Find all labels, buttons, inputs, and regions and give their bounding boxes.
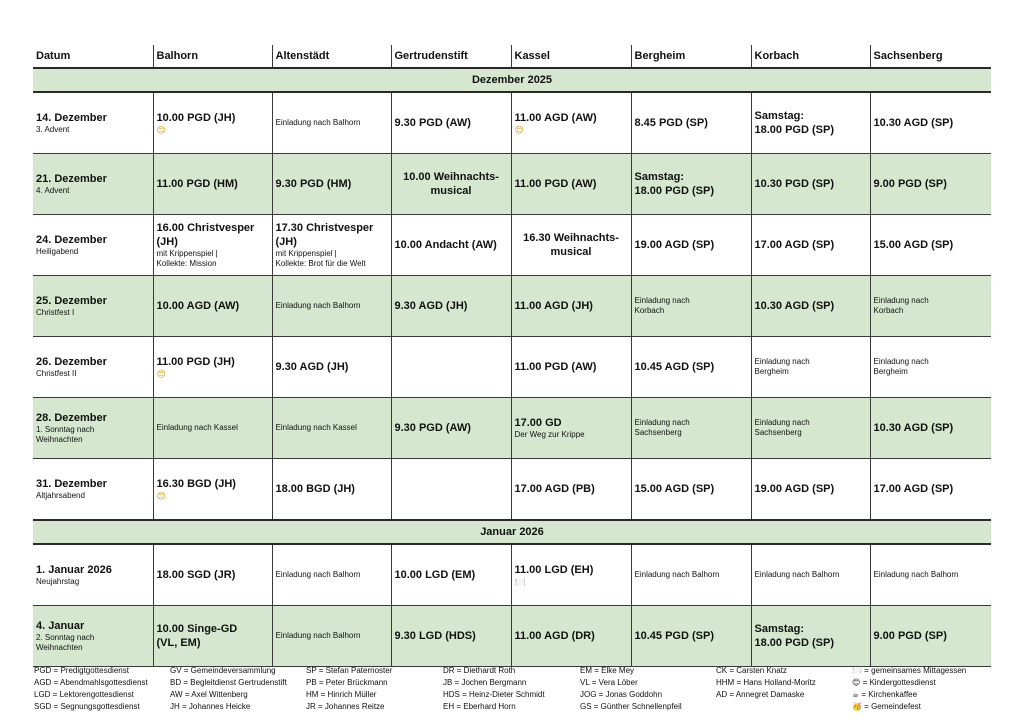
- legend-item: HDS = Heinz-Dieter Schmidt: [443, 690, 545, 699]
- cell-bergheim: [631, 606, 751, 667]
- cell-kassel: [511, 337, 631, 398]
- date: 21. Dezember: [36, 173, 107, 185]
- service: 18.00 PGD (SP): [754, 637, 834, 649]
- day-name: Christfest I: [36, 308, 75, 317]
- table-row: [33, 606, 991, 667]
- table-row: [33, 544, 991, 606]
- cell-gertrudenstift: [391, 459, 511, 521]
- legend-staff-2: [306, 665, 392, 713]
- month-row-january: [33, 520, 991, 544]
- weekday-note: Samstag:: [754, 110, 805, 122]
- service: 17.00 AGD (SP): [873, 483, 954, 495]
- service: 16.00 Christvesper (JH): [156, 222, 255, 248]
- service: 11.00 AGD (AW): [514, 111, 597, 124]
- service: 16.30 BGD (JH): [156, 477, 236, 490]
- cell-balhorn: [153, 544, 272, 606]
- invitation: Einladung nach Kassel: [156, 423, 238, 432]
- day-name: 2. Sonntag nach: [36, 633, 95, 642]
- header-gertrudenstift: Gertrudenstift: [391, 45, 511, 68]
- service: 10.00 AGD (AW): [156, 300, 240, 312]
- service: 17.00 GD: [514, 417, 562, 429]
- cell-kassel: [511, 215, 631, 276]
- invitation: Einladung nach: [634, 296, 690, 305]
- invitation: Einladung nach: [634, 418, 690, 427]
- service: 11.00 PGD (JH): [156, 355, 235, 368]
- service-note: mit Krippenspiel |: [156, 249, 218, 258]
- service: 11.00 AGD (DR): [514, 630, 595, 642]
- legend-item: SP = Stefan Paternoster: [306, 666, 393, 675]
- cell-korbach: [751, 606, 870, 667]
- service: 17.30 Christvesper (JH): [275, 222, 374, 248]
- cell-gertrudenstift: [391, 337, 511, 398]
- invitation: Bergheim: [754, 367, 789, 376]
- cell-sachsenberg: [870, 276, 991, 337]
- legend-item: GS = Günther Schnellenpfeil: [580, 702, 682, 711]
- date-cell: [33, 154, 153, 215]
- cell-korbach: [751, 459, 870, 521]
- cell-korbach: [751, 544, 870, 606]
- cell-altenstaedt: [272, 606, 391, 667]
- day-name: Christfest II: [36, 369, 77, 378]
- service: 17.00 AGD (SP): [754, 239, 835, 251]
- table-row: [33, 337, 991, 398]
- service: 18.00 BGD (JH): [275, 483, 355, 495]
- legend-item: DR = Diethardt Roth: [443, 666, 516, 675]
- date-cell: [33, 92, 153, 154]
- cell-korbach: [751, 398, 870, 459]
- date-cell: [33, 459, 153, 521]
- date: 4. Januar: [36, 620, 85, 632]
- cell-kassel: [511, 276, 631, 337]
- service: 10.00 Weihnachts-: [403, 171, 499, 183]
- table-row: [33, 215, 991, 276]
- legend-item: PB = Peter Brückmann: [306, 678, 388, 687]
- legend-item: AW = Axel Wittenberg: [170, 690, 248, 699]
- cell-sachsenberg: [870, 154, 991, 215]
- cell-gertrudenstift: [391, 215, 511, 276]
- table-row: [33, 154, 991, 215]
- day-name: Weihnachten: [36, 643, 83, 652]
- day-name: Weihnachten: [36, 435, 83, 444]
- service: 9.30 LGD (HDS): [394, 630, 476, 642]
- cell-kassel: [511, 398, 631, 459]
- cell-bergheim: [631, 154, 751, 215]
- cell-korbach: [751, 337, 870, 398]
- legend-item: VL = Vera Löber: [580, 678, 638, 687]
- cell-altenstaedt: [272, 398, 391, 459]
- date: 14. Dezember: [36, 112, 107, 124]
- legend-item: EH = Eberhard Horn: [443, 702, 516, 711]
- legend-item: HM = Hinrich Müller: [306, 690, 377, 699]
- legend-item: JOG = Jonas Goddohn: [580, 690, 663, 699]
- kindergottesdienst-icon: 😊: [514, 124, 524, 135]
- invitation: Einladung nach Balhorn: [873, 570, 959, 579]
- invitation: Korbach: [634, 306, 665, 315]
- service: 10.00 LGD (EM): [394, 569, 476, 581]
- legend-item: AD = Annegret Damaske: [716, 690, 805, 699]
- service: 9.00 PGD (SP): [873, 630, 947, 642]
- cell-balhorn: [153, 606, 272, 667]
- invitation: Korbach: [873, 306, 904, 315]
- day-name: 3. Advent: [36, 125, 70, 134]
- invitation: Einladung nach: [873, 296, 929, 305]
- service: 18.00 PGD (SP): [634, 185, 714, 197]
- cell-altenstaedt: [272, 544, 391, 606]
- service: 10.45 AGD (SP): [634, 361, 715, 373]
- header-datum: Datum: [33, 45, 153, 68]
- cell-gertrudenstift: [391, 544, 511, 606]
- header-kassel: Kassel: [511, 45, 631, 68]
- cell-bergheim: [631, 215, 751, 276]
- legend-item: 🍽️ = gemeinsames Mittagessen: [852, 666, 967, 675]
- cell-sachsenberg: [870, 398, 991, 459]
- cell-balhorn: [153, 459, 272, 521]
- invitation: Einladung nach: [754, 357, 810, 366]
- schedule-table: [33, 45, 991, 667]
- date: 26. Dezember: [36, 356, 107, 368]
- legend-staff-3: [443, 665, 545, 713]
- legend-item: EM = Elke Mey: [580, 666, 635, 675]
- service: 16.30 Weihnachts-: [523, 232, 619, 244]
- header-altenstaedt: Altenstädt: [272, 45, 391, 68]
- service: 18.00 PGD (SP): [754, 124, 834, 136]
- month-label: Januar 2026: [33, 520, 991, 544]
- cell-kassel: [511, 92, 631, 154]
- service-note: mit Krippenspiel |: [275, 249, 337, 258]
- service: 19.00 AGD (SP): [754, 483, 835, 495]
- cell-sachsenberg: [870, 92, 991, 154]
- date-cell: [33, 398, 153, 459]
- month-row-december: [33, 68, 991, 92]
- legend-item: JR = Johannes Reitze: [306, 702, 385, 711]
- day-name: 4. Advent: [36, 186, 70, 195]
- service: 18.00 SGD (JR): [156, 569, 236, 581]
- cell-bergheim: [631, 459, 751, 521]
- legend-symbols: [852, 665, 966, 713]
- cell-sachsenberg: [870, 544, 991, 606]
- day-name: 1. Sonntag nach: [36, 425, 95, 434]
- legend-abbreviations: [34, 665, 148, 713]
- service: 8.45 PGD (SP): [634, 117, 708, 129]
- date-cell: [33, 544, 153, 606]
- cell-balhorn: [153, 276, 272, 337]
- kindergottesdienst-icon: 😊: [156, 490, 166, 501]
- service: 11.00 PGD (AW): [514, 361, 597, 373]
- invitation: Einladung nach Kassel: [275, 423, 357, 432]
- date-cell: [33, 215, 153, 276]
- service: 15.00 AGD (SP): [873, 239, 954, 251]
- service: 10.45 PGD (SP): [634, 630, 714, 642]
- cell-sachsenberg: [870, 459, 991, 521]
- lunch-icon: 🍽️: [514, 576, 526, 587]
- cell-bergheim: [631, 92, 751, 154]
- service: 10.00 Singe-GD: [156, 623, 238, 635]
- cell-korbach: [751, 154, 870, 215]
- cell-balhorn: [153, 398, 272, 459]
- service: 9.00 PGD (SP): [873, 178, 947, 190]
- month-label: Dezember 2025: [33, 68, 991, 92]
- invitation: Einladung nach: [873, 357, 929, 366]
- cell-sachsenberg: [870, 606, 991, 667]
- cell-balhorn: [153, 337, 272, 398]
- cell-balhorn: [153, 154, 272, 215]
- date-cell: [33, 276, 153, 337]
- day-name: Heiligabend: [36, 247, 79, 256]
- cell-korbach: [751, 215, 870, 276]
- legend-item: PGD = Predigtgottesdienst: [34, 666, 129, 675]
- cell-altenstaedt: [272, 276, 391, 337]
- service-note: Kollekte: Mission: [156, 259, 217, 268]
- weekday-note: Samstag:: [634, 171, 685, 183]
- service: 11.00 PGD (AW): [514, 178, 597, 190]
- header-balhorn: Balhorn: [153, 45, 272, 68]
- service: 9.30 AGD (JH): [275, 361, 349, 373]
- service: 11.00 PGD (HM): [156, 178, 238, 190]
- table-row: [33, 459, 991, 521]
- service: 10.00 PGD (JH): [156, 111, 236, 124]
- header-korbach: Korbach: [751, 45, 870, 68]
- cell-gertrudenstift: [391, 398, 511, 459]
- service-cont: (VL, EM): [156, 637, 201, 649]
- legend-item: 🥳 = Gemeindefest: [852, 702, 921, 711]
- service: 9.30 AGD (JH): [394, 300, 468, 312]
- cell-gertrudenstift: [391, 606, 511, 667]
- legend-item: JH = Johannes Heicke: [170, 702, 251, 711]
- service: 10.30 AGD (SP): [754, 300, 835, 312]
- invitation: Sachsenberg: [634, 428, 682, 437]
- service-cont: musical: [550, 246, 592, 258]
- cell-kassel: [511, 459, 631, 521]
- service: 17.00 AGD (PB): [514, 483, 595, 495]
- date-cell: [33, 606, 153, 667]
- service-cont: musical: [430, 185, 472, 197]
- service: 9.30 PGD (AW): [394, 422, 471, 434]
- cell-altenstaedt: [272, 92, 391, 154]
- cell-balhorn: [153, 92, 272, 154]
- cell-korbach: [751, 276, 870, 337]
- invitation: Einladung nach Balhorn: [634, 570, 720, 579]
- legend-item: 😊 = Kindergottesdienst: [852, 678, 936, 687]
- service-note: Kollekte: Brot für die Welt: [275, 259, 366, 268]
- invitation: Bergheim: [873, 367, 908, 376]
- cell-bergheim: [631, 276, 751, 337]
- legend-staff-5: [716, 665, 816, 701]
- legend-item: GV = Gemeindeversammlung: [170, 666, 276, 675]
- kindergottesdienst-icon: 😊: [156, 368, 166, 379]
- service: 10.00 Andacht (AW): [394, 239, 497, 251]
- service: 11.00 AGD (JH): [514, 300, 593, 312]
- legend-item: JB = Jochen Bergmann: [443, 678, 527, 687]
- day-name: Neujahrstag: [36, 577, 80, 586]
- invitation: Einladung nach Balhorn: [275, 301, 361, 310]
- cell-gertrudenstift: [391, 276, 511, 337]
- invitation: Einladung nach Balhorn: [275, 570, 361, 579]
- cell-gertrudenstift: [391, 154, 511, 215]
- invitation: Einladung nach Balhorn: [275, 118, 361, 127]
- service: 11.00 LGD (EH): [514, 563, 594, 576]
- legend-item: CK = Carsten Knatz: [716, 666, 787, 675]
- legend-item: BD = Begleitdienst Gertrudenstift: [170, 678, 287, 687]
- cell-bergheim: [631, 544, 751, 606]
- service: 10.30 AGD (SP): [873, 422, 954, 434]
- cell-kassel: [511, 154, 631, 215]
- legend-item: AGD = Abendmahlsgottesdienst: [34, 678, 148, 687]
- weekday-note: Samstag:: [754, 623, 805, 635]
- cell-altenstaedt: [272, 459, 391, 521]
- date-cell: [33, 337, 153, 398]
- invitation: Sachsenberg: [754, 428, 802, 437]
- header-bergheim: Bergheim: [631, 45, 751, 68]
- cell-kassel: [511, 606, 631, 667]
- invitation: Einladung nach Balhorn: [275, 631, 361, 640]
- cell-sachsenberg: [870, 215, 991, 276]
- service: 9.30 PGD (HM): [275, 178, 352, 190]
- service: 19.00 AGD (SP): [634, 239, 715, 251]
- cell-altenstaedt: [272, 337, 391, 398]
- date: 31. Dezember: [36, 478, 107, 490]
- legend-staff-1: [170, 665, 287, 713]
- cell-gertrudenstift: [391, 92, 511, 154]
- date: 25. Dezember: [36, 295, 107, 307]
- invitation: Einladung nach Balhorn: [754, 570, 840, 579]
- legend-staff-4: [580, 665, 682, 713]
- cell-kassel: [511, 544, 631, 606]
- kindergottesdienst-icon: 😊: [156, 124, 166, 135]
- table-row: [33, 92, 991, 154]
- cell-bergheim: [631, 337, 751, 398]
- legend-item: LGD = Lektorengottesdienst: [34, 690, 134, 699]
- legend-item: HHM = Hans Holland-Moritz: [716, 678, 816, 687]
- day-name: Altjahrsabend: [36, 491, 85, 500]
- invitation: Einladung nach: [754, 418, 810, 427]
- date: 24. Dezember: [36, 234, 107, 246]
- service: 9.30 PGD (AW): [394, 117, 471, 129]
- cell-korbach: [751, 92, 870, 154]
- date: 28. Dezember: [36, 412, 107, 424]
- header-row: [33, 45, 991, 68]
- cell-balhorn: [153, 215, 272, 276]
- service: 15.00 AGD (SP): [634, 483, 715, 495]
- service: 10.30 AGD (SP): [873, 117, 954, 129]
- table-row: [33, 276, 991, 337]
- legend-item: SGD = Segnungsgottesdienst: [34, 702, 140, 711]
- table-row: [33, 398, 991, 459]
- date: 1. Januar 2026: [36, 564, 112, 576]
- header-sachsenberg: Sachsenberg: [870, 45, 991, 68]
- service-note: Der Weg zur Krippe: [514, 430, 585, 439]
- legend-item: ☕ = Kirchenkaffee: [852, 690, 918, 699]
- cell-sachsenberg: [870, 337, 991, 398]
- cell-altenstaedt: [272, 154, 391, 215]
- cell-bergheim: [631, 398, 751, 459]
- service: 10.30 PGD (SP): [754, 178, 834, 190]
- cell-altenstaedt: [272, 215, 391, 276]
